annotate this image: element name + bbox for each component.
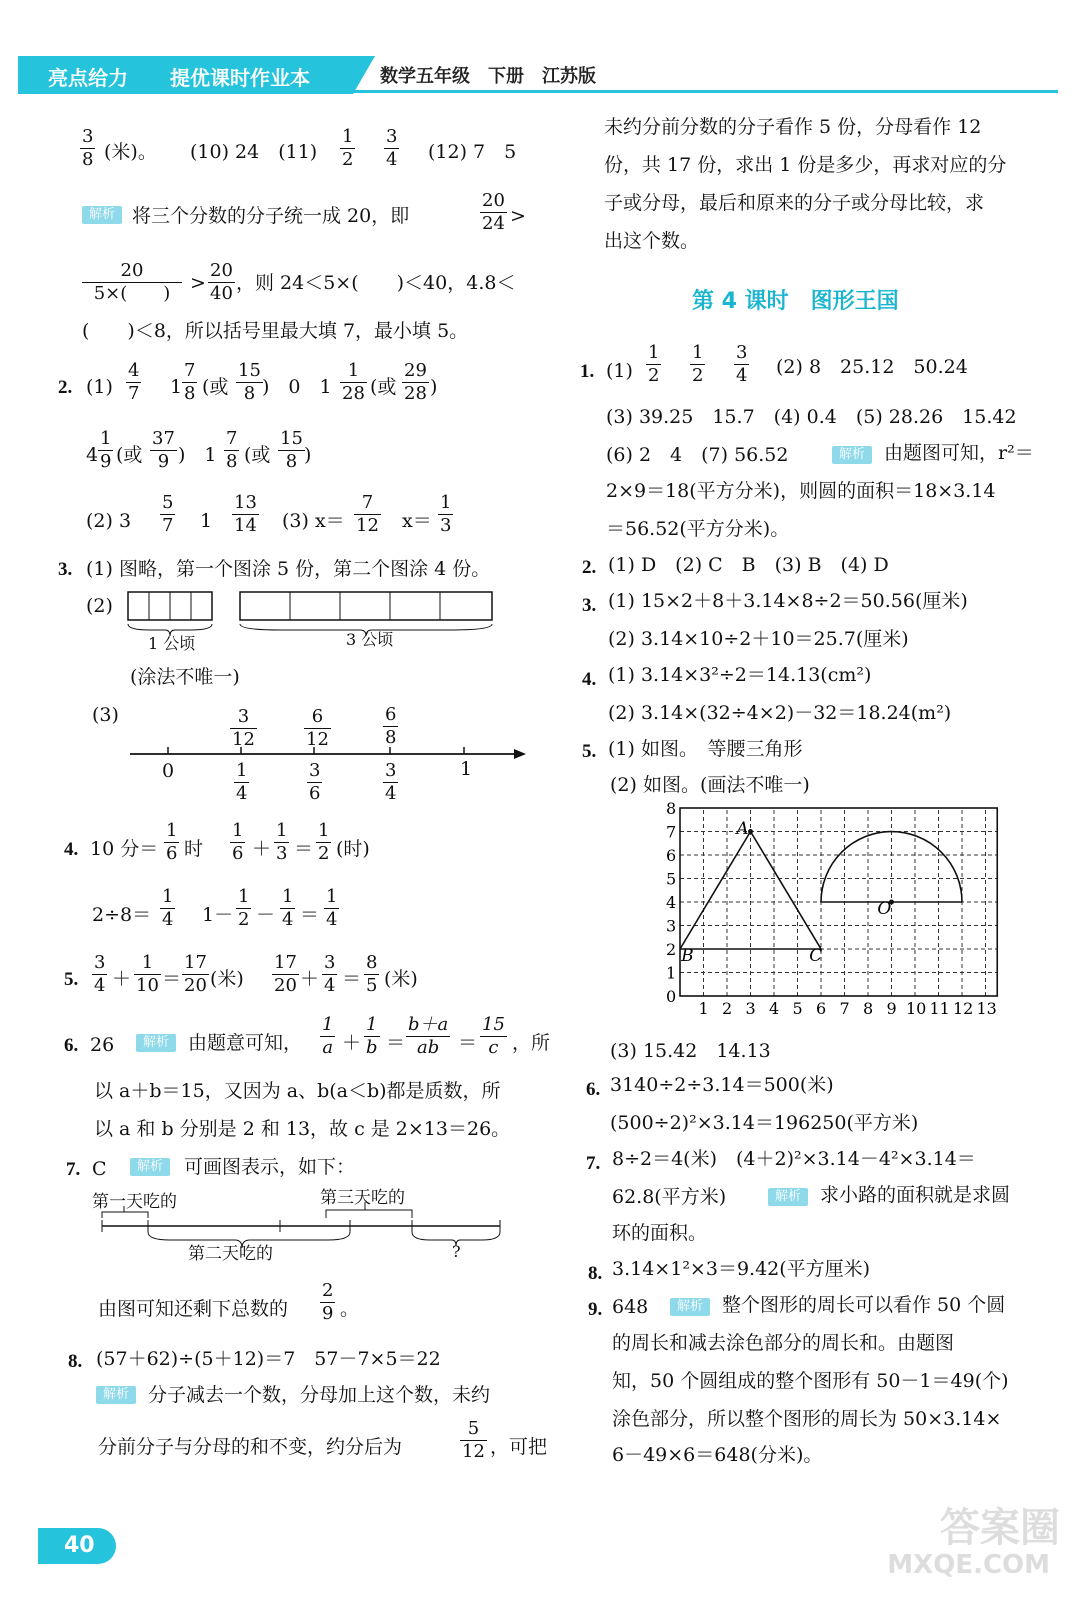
symbol: ＋ — [300, 968, 320, 990]
symbol: ＝ — [386, 1032, 406, 1054]
tick-label: 1 — [460, 758, 473, 780]
fraction: 20 5×( ) — [82, 262, 182, 303]
diagram-label: 1 公顷 — [148, 634, 196, 653]
symbol: ＝ — [342, 968, 362, 990]
answer-text: (1) — [86, 376, 113, 398]
y-tick-label: 1 — [666, 963, 677, 983]
answer-text: 648 — [612, 1296, 649, 1318]
fraction: 1 2 — [238, 886, 250, 930]
fraction: 2 9 — [322, 1280, 334, 1324]
fraction: 1 b — [366, 1014, 378, 1058]
fraction: 6 12 — [306, 706, 329, 750]
diagram-label: 第二天吃的 — [188, 1244, 273, 1264]
fraction: 1 a — [322, 1014, 334, 1058]
fraction: 7 8 — [226, 428, 238, 472]
analysis-text: ( )＜8，所以括号里最大填 7，最小填 5。 — [82, 320, 469, 342]
question-number: 4. — [64, 839, 79, 860]
answer-text: (500÷2)²×3.14＝196250(平方米) — [610, 1112, 919, 1134]
analysis-text: 知，50 个圆组成的整个图形有 50－1＝49(个) — [612, 1370, 1009, 1392]
analysis-text: ＝56.52(平方分米)。 — [606, 518, 790, 540]
y-tick-label: 0 — [666, 987, 677, 1006]
answer-text: (或 — [116, 444, 143, 466]
symbol: ＝ — [300, 904, 320, 926]
y-tick-label: 5 — [666, 869, 677, 889]
fraction: 3 4 — [324, 952, 336, 996]
question-number: 3. — [582, 595, 597, 616]
fraction: 3 6 — [309, 760, 321, 804]
analysis-tag: 解析 — [130, 1158, 170, 1176]
point-label-a: A — [736, 818, 749, 839]
x-tick-label: 6 — [816, 999, 827, 1018]
fraction: 6 8 — [385, 704, 397, 748]
fraction: 7 8 — [184, 360, 196, 404]
fraction: 3 4 — [386, 126, 398, 170]
analysis-text: 出这个数。 — [604, 230, 700, 252]
diagram-label: 第三天吃的 — [320, 1188, 405, 1208]
analysis-text: 以 a 和 b 分别是 2 和 13，故 c 是 2×13＝26。 — [94, 1118, 511, 1140]
answer-text: (10) 24 (11) — [190, 141, 318, 163]
symbol: ＝ — [294, 838, 314, 860]
question-number: 7. — [66, 1159, 81, 1180]
analysis-text: 的周长和减去涂色部分的周长和。由题图 — [612, 1332, 955, 1354]
fraction: 1 9 — [100, 428, 112, 472]
answer-text: (2) 3 — [86, 510, 132, 532]
question-number: 9. — [588, 1299, 603, 1320]
symbol: － — [256, 904, 276, 926]
fraction: 20 40 — [210, 260, 233, 304]
answer-text: (3) x＝ — [282, 510, 345, 532]
fraction: 1 28 — [342, 360, 365, 404]
analysis-text: 将三个分数的分子统一成 20，即 — [132, 205, 410, 227]
analysis-text: ，则 24＜5×( )＜40，4.8＜ — [236, 272, 516, 294]
answer-text: (时) — [336, 838, 370, 860]
answer-text: (1) 3.14×3²÷2＝14.13(cm²) — [608, 664, 872, 686]
fraction: 1 10 — [136, 952, 159, 996]
answer-text: 62.8(平方米) — [612, 1186, 727, 1208]
brand-name: 亮点给力 — [48, 66, 128, 90]
fraction: 1 2 — [318, 820, 330, 864]
answer-text: (或 — [202, 376, 229, 398]
analysis-text: 由题意可知， — [188, 1032, 303, 1054]
point-label-o: O — [877, 898, 892, 919]
x-tick-label: 9 — [886, 999, 897, 1018]
answer-text: (2) 3.14×10÷2＋10＝25.7(厘米) — [608, 628, 909, 650]
x-tick-label: 8 — [863, 999, 874, 1018]
x-tick-label: 7 — [839, 999, 850, 1018]
segment-diagram — [100, 1210, 510, 1260]
answer-note: (涂法不唯一) — [130, 666, 240, 688]
analysis-text: 可画图表示，如下： — [184, 1156, 356, 1178]
fraction: 1 2 — [692, 342, 704, 386]
fraction: 3 4 — [736, 342, 748, 386]
answer-text: 10 分＝ — [90, 838, 159, 860]
answer-text: 1 — [170, 376, 183, 398]
analysis-text: ，可把 — [490, 1436, 548, 1458]
watermark-logo: 答案圈 — [940, 1505, 1060, 1551]
fraction: 1 2 — [342, 126, 354, 170]
answer-text: (3) — [92, 704, 119, 726]
analysis-text: 分子减去一个数，分母加上这个数，未约 — [148, 1384, 491, 1406]
x-tick-label: 11 — [929, 999, 950, 1018]
analysis-tag: 解析 — [96, 1386, 136, 1404]
page-number-badge: 40 — [38, 1528, 116, 1564]
fraction: 3 4 — [385, 760, 397, 804]
analysis-text: ，所 — [512, 1032, 551, 1054]
answer-text: 时 — [184, 838, 204, 860]
symbol: ＝ — [162, 968, 182, 990]
x-tick-label: 5 — [792, 999, 803, 1018]
x-tick-label: 3 — [745, 999, 756, 1018]
fraction: b＋a ab — [408, 1014, 449, 1058]
question-number: 4. — [582, 669, 597, 690]
symbol: ＝ — [458, 1032, 478, 1054]
fraction: 8 5 — [366, 952, 378, 996]
y-tick-label: 4 — [666, 893, 677, 912]
answer-text: 3140÷2÷3.14＝500(米) — [610, 1074, 834, 1096]
question-number: 2. — [58, 377, 73, 398]
fraction: 1 6 — [232, 820, 244, 864]
answer-text: ) — [430, 376, 438, 398]
fraction: 1 4 — [326, 886, 338, 930]
analysis-text: 整个图形的周长可以看作 50 个圆 — [722, 1294, 1006, 1316]
answer-text: C — [92, 1158, 107, 1180]
fraction: 15 8 — [280, 428, 303, 472]
watermark-url: MXQE.COM — [887, 1550, 1050, 1580]
answer-text: 8÷2＝4(米) (4＋2)²×3.14－4²×3.14＝ — [612, 1148, 976, 1170]
fraction: 15 c — [482, 1014, 505, 1058]
question-number: 6. — [64, 1035, 79, 1056]
answer-text: (米) — [384, 968, 418, 990]
answer-text: (2) 3.14×(32÷4×2)－32＝18.24(m²) — [608, 702, 952, 724]
question-number: 5. — [64, 969, 79, 990]
answer-text: (1) — [606, 360, 633, 382]
symbol: > — [510, 205, 526, 227]
vertex-a — [748, 829, 753, 834]
fraction: 20 24 — [482, 190, 505, 234]
y-tick-label: 2 — [666, 940, 677, 959]
x-tick-label: 12 — [953, 999, 974, 1018]
answer-text: 2÷8＝ — [92, 904, 152, 926]
analysis-text: 求小路的面积就是求圆 — [820, 1184, 1011, 1206]
diagram-label: ? — [452, 1242, 461, 1261]
fraction: 1 4 — [282, 886, 294, 930]
fraction: 29 28 — [404, 360, 427, 404]
analysis-text: 。 — [340, 1298, 360, 1320]
y-tick-label: 3 — [666, 916, 677, 936]
fraction: 1 3 — [276, 820, 288, 864]
analysis-text: 由题图可知，r²＝ — [884, 442, 1034, 464]
answer-text: (2) — [86, 595, 113, 617]
analysis-text: 2×9＝18(平方分米)，则圆的面积＝18×3.14 — [606, 480, 996, 502]
answer-text: (3) 15.42 14.13 — [610, 1040, 771, 1062]
answer-text: 1 — [200, 510, 213, 532]
fraction: 5 12 — [462, 1418, 485, 1462]
answer-text: (1) 15×2＋8＋3.14×8÷2＝50.56(厘米) — [608, 590, 968, 612]
answer-text: (6) 2 4 (7) 56.52 — [606, 444, 789, 466]
symbol: > — [190, 272, 206, 294]
fraction: 15 8 — [238, 360, 261, 404]
fraction: 1 2 — [648, 342, 660, 386]
question-number: 8. — [68, 1351, 83, 1372]
answer-text: ) 0 1 — [262, 376, 332, 398]
fraction: 3 8 — [82, 126, 94, 170]
analysis-text: 份，共 17 份，求出 1 份是多少，再求对应的分 — [604, 154, 1007, 176]
question-number: 3. — [58, 559, 73, 580]
answer-text: (3) 39.25 15.7 (4) 0.4 (5) 28.26 15.42 — [606, 406, 1017, 428]
answer-text: (或 — [370, 376, 397, 398]
symbol: ＋ — [252, 838, 272, 860]
fraction: 17 20 — [184, 952, 207, 996]
tick-label: 0 — [162, 760, 175, 782]
answer-text: ) — [304, 444, 312, 466]
analysis-text: 分前分子与分母的和不变，约分后为 — [98, 1436, 403, 1458]
analysis-text: 涂色部分，所以整个图形的周长为 50×3.14× — [612, 1408, 1002, 1430]
x-tick-label: 2 — [722, 999, 733, 1018]
answer-text: x＝ — [402, 510, 432, 532]
fraction: 3 4 — [94, 952, 106, 996]
fraction: 13 14 — [234, 492, 257, 536]
answer-text: (1) 如图。 等腰三角形 — [608, 738, 803, 760]
diagram-label: 3 公顷 — [346, 630, 394, 649]
answer-text: (或 — [244, 444, 271, 466]
answer-text: 1－ — [202, 904, 234, 926]
analysis-text: 6－49×6＝648(分米)。 — [612, 1444, 823, 1466]
answer-text: (米) — [210, 968, 244, 990]
x-tick-label: 4 — [769, 999, 780, 1018]
fraction: 17 20 — [274, 952, 297, 996]
fraction: 1 4 — [236, 760, 248, 804]
question-number: 7. — [586, 1153, 601, 1174]
answer-text: ) 1 — [178, 444, 217, 466]
fraction: 1 4 — [162, 886, 174, 930]
y-tick-label: 6 — [666, 846, 677, 865]
answer-text: (12) 7 5 — [428, 141, 517, 163]
section-title: 第 4 课时 图形王国 — [692, 289, 899, 314]
x-tick-label: 13 — [976, 999, 997, 1018]
book-title: 数学五年级 下册 江苏版 — [380, 66, 596, 87]
answer-text: (1) 图略，第一个图涂 5 份，第二个图涂 4 份。 — [86, 558, 491, 580]
x-tick-label: 1 — [698, 999, 709, 1018]
point-label-c: C — [809, 945, 823, 966]
fraction: 7 12 — [356, 492, 379, 536]
answer-text: 3.14×1²×3＝9.42(平方厘米) — [612, 1258, 871, 1280]
analysis-text: 环的面积。 — [612, 1222, 708, 1244]
fraction: 1 6 — [166, 820, 178, 864]
analysis-text: 子或分母，最后和原来的分子或分母比较，求 — [604, 192, 985, 214]
question-number: 1. — [580, 361, 595, 382]
coordinate-grid-figure — [660, 799, 1010, 1028]
answer-text: 26 — [90, 1034, 115, 1056]
point-label-b: B — [681, 945, 694, 966]
series-name: 提优课时作业本 — [170, 66, 310, 90]
fraction: 1 3 — [440, 492, 452, 536]
question-number: 8. — [588, 1263, 603, 1284]
question-number: 5. — [582, 741, 597, 762]
analysis-tag: 解析 — [136, 1034, 176, 1052]
symbol: ＋ — [342, 1032, 362, 1054]
analysis-text: 未约分前分数的分子看作 5 份，分母看作 12 — [604, 116, 982, 138]
fraction: 37 9 — [152, 428, 175, 472]
answer-text: (2) 8 25.12 50.24 — [776, 356, 968, 378]
answer-text: 4 — [86, 444, 99, 466]
fraction: 3 12 — [232, 706, 255, 750]
answer-text: (57＋62)÷(5＋12)＝7 57－7×5＝22 — [96, 1348, 441, 1370]
analysis-tag: 解析 — [768, 1188, 808, 1206]
x-tick-label: 10 — [906, 999, 927, 1018]
y-tick-label: 8 — [666, 799, 677, 818]
fraction: 5 7 — [162, 492, 174, 536]
analysis-tag: 解析 — [670, 1298, 710, 1316]
question-number: 6. — [586, 1079, 601, 1100]
question-number: 2. — [582, 557, 597, 578]
analysis-text: 由图可知还剩下总数的 — [98, 1298, 289, 1320]
answer-text: (米)。 — [104, 141, 157, 163]
fraction: 4 7 — [128, 360, 140, 404]
analysis-tag: 解析 — [832, 446, 872, 464]
answer-text: (1) D (2) C B (3) B (4) D — [608, 554, 889, 576]
answer-text: (2) 如图。(画法不唯一) — [610, 774, 810, 796]
symbol: ＋ — [112, 968, 132, 990]
y-tick-label: 7 — [666, 822, 677, 842]
diagram-label: 第一天吃的 — [92, 1192, 177, 1212]
analysis-text: 以 a＋b＝15，又因为 a、b(a＜b)都是质数，所 — [94, 1080, 501, 1102]
analysis-tag: 解析 — [82, 206, 122, 224]
